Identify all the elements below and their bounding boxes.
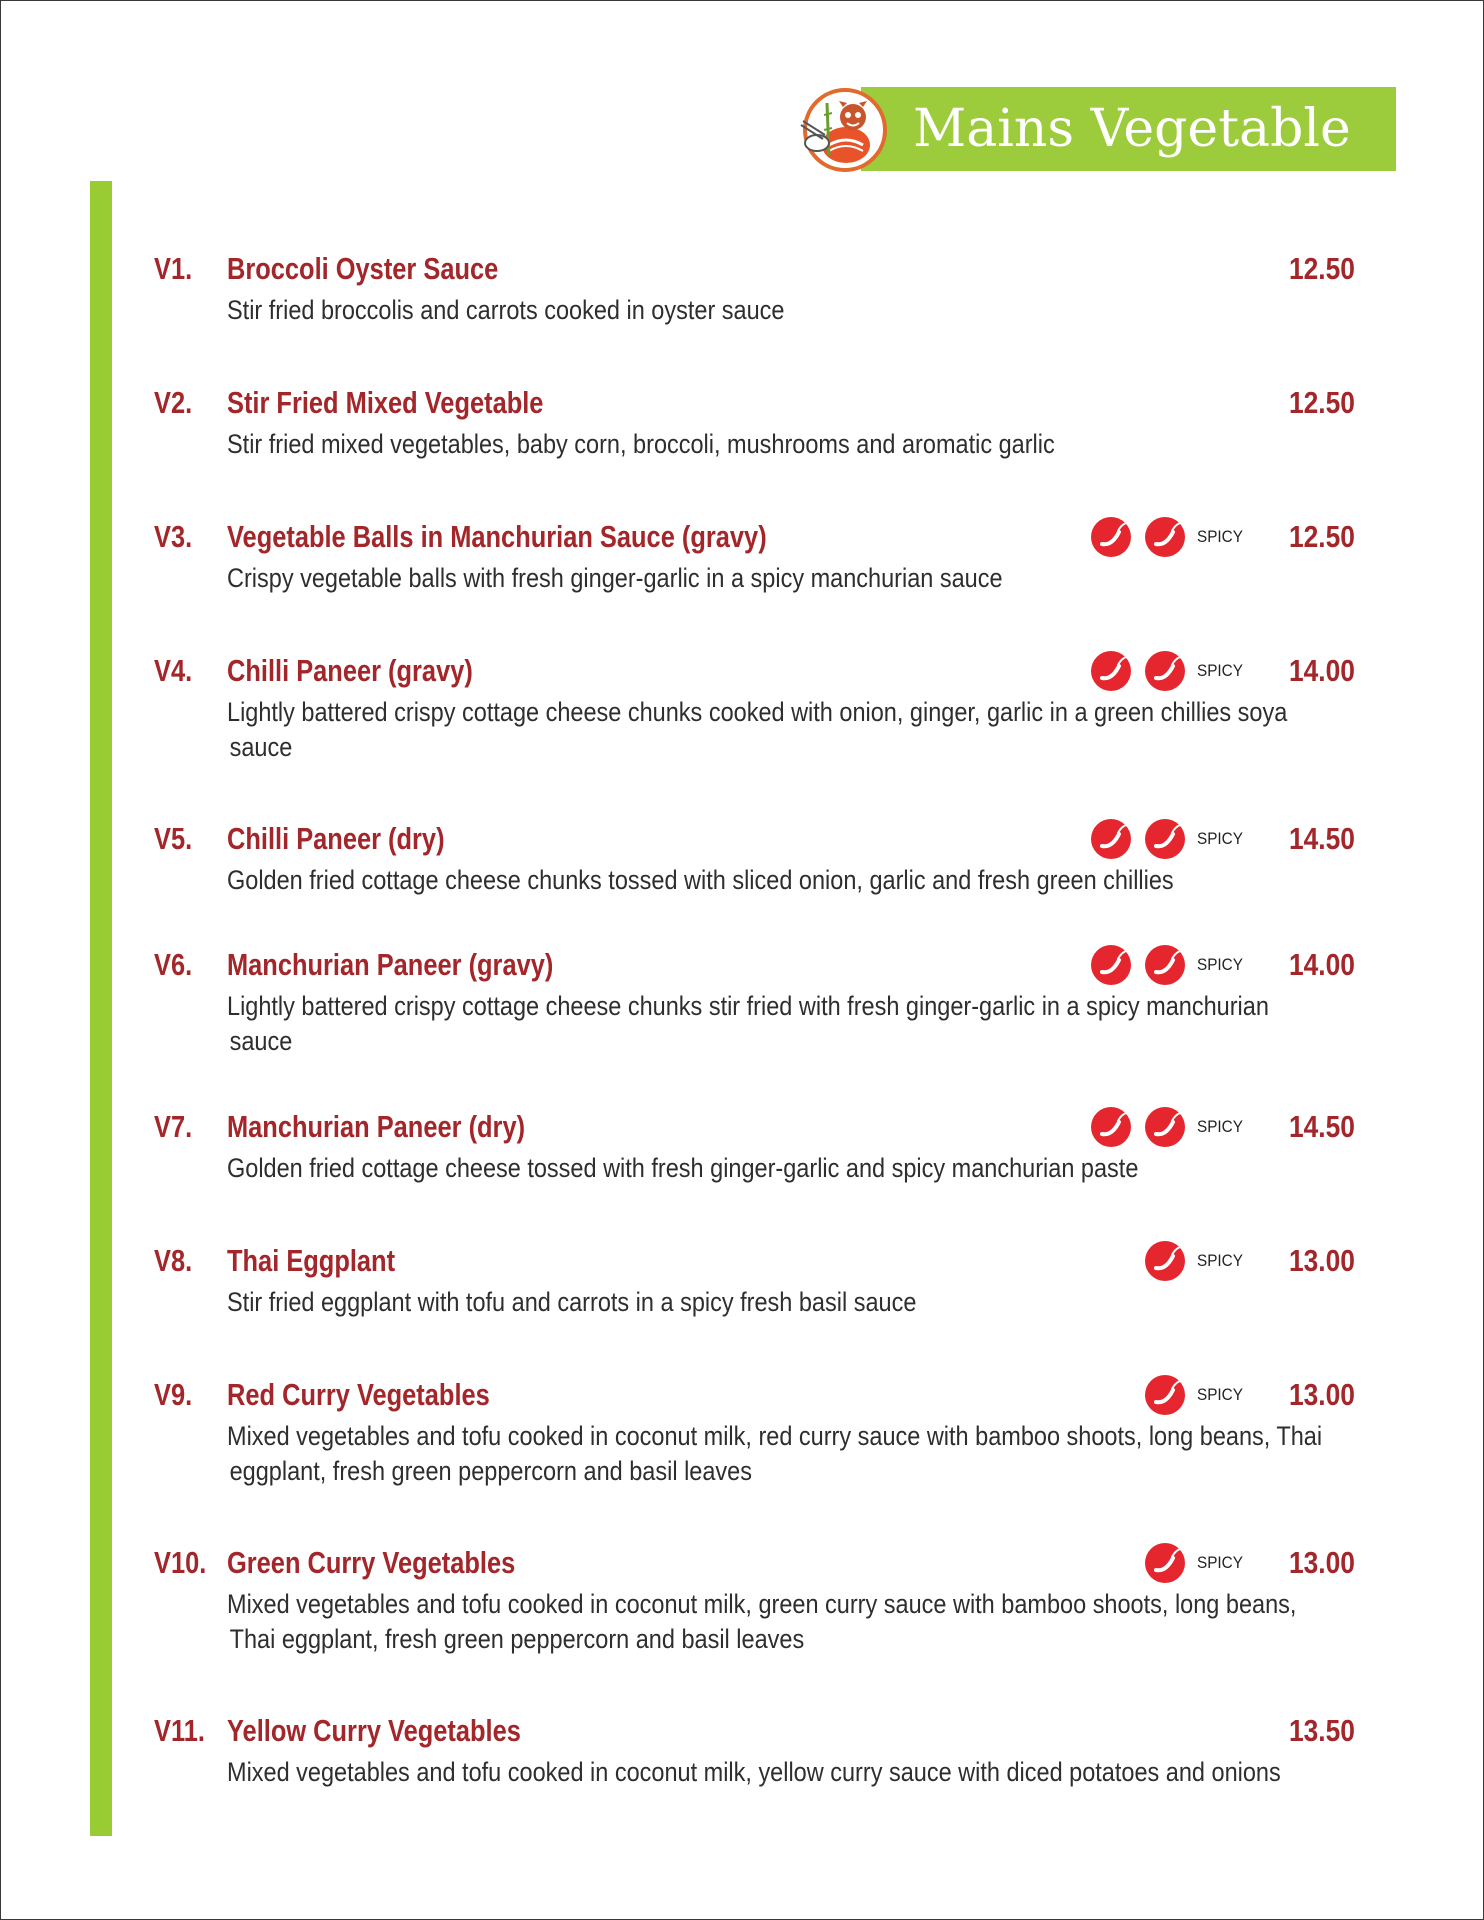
spicy-indicator [1091,651,1248,691]
description-line: Lightly battered crispy cottage cheese chunks cooked with onion, ginger, garlic in a green chillies soya [227,697,1288,727]
description-line: Lightly battered crispy cottage cheese chunks stir fried with fresh ginger-garlic in a spicy manchurian [227,991,1269,1021]
item-name: Chilli Paneer (dry) [227,821,445,856]
item-code: V7. [154,1109,193,1144]
description-line: sauce [229,732,293,762]
spicy-label: SPICY [1197,527,1243,546]
item-code: V6. [154,947,193,982]
item-price: 14.50 [1289,821,1355,856]
item-description [227,695,1288,765]
item-name: Stir Fried Mixed Vegetable [227,385,544,420]
item-name: Thai Eggplant [227,1243,396,1278]
chili-pepper-icon [1091,1107,1131,1147]
item-description [227,989,1271,1059]
item-name: Chilli Paneer (gravy) [227,653,473,688]
item-description [227,1285,1271,1320]
chili-pepper-icon [1091,517,1131,557]
item-description [227,1587,1297,1657]
spicy-indicator [1091,945,1248,985]
spicy-label: SPICY [1197,661,1243,680]
description-line: Crispy vegetable balls with fresh ginger-garlic in a spicy manchurian sauce [227,563,1003,593]
item-code: V4. [154,653,193,688]
item-code: V11. [154,1713,205,1748]
item-description [227,863,1271,898]
item-price: 13.00 [1289,1243,1355,1278]
description-line: Mixed vegetables and tofu cooked in coconut milk, red curry sauce with bamboo shoots, long beans, Thai [227,1421,1323,1451]
item-description [227,561,1271,596]
item-description [227,1419,1323,1489]
item-code: V3. [154,519,193,554]
chili-pepper-icon [1145,1107,1185,1147]
item-price: 12.50 [1289,519,1355,554]
description-line: Stir fried broccolis and carrots cooked in oyster sauce [227,295,785,325]
item-price: 14.00 [1289,653,1355,688]
chili-pepper-icon [1145,1375,1185,1415]
item-price: 13.00 [1289,1545,1355,1580]
side-accent-bar [90,181,112,1836]
item-code: V9. [154,1377,193,1412]
item-name: Yellow Curry Vegetables [227,1713,521,1748]
spicy-indicator [1145,1543,1248,1583]
description-line: Stir fried mixed vegetables, baby corn, broccoli, mushrooms and aromatic garlic [227,429,1055,459]
spicy-indicator [1145,1375,1248,1415]
chili-pepper-icon [1145,1543,1185,1583]
item-name: Green Curry Vegetables [227,1545,516,1580]
description-line: Mixed vegetables and tofu cooked in coconut milk, green curry sauce with bamboo shoots, long beans, [227,1589,1297,1619]
description-line: Stir fried eggplant with tofu and carrots in a spicy fresh basil sauce [227,1287,917,1317]
item-code: V1. [154,251,193,286]
spicy-indicator [1091,1107,1248,1147]
item-price: 13.00 [1289,1377,1355,1412]
item-price: 12.50 [1289,251,1355,286]
item-description [227,1755,1281,1790]
chili-pepper-icon [1145,517,1185,557]
spicy-label: SPICY [1197,1385,1243,1404]
item-price: 14.50 [1289,1109,1355,1144]
item-code: V5. [154,821,193,856]
item-price: 14.00 [1289,947,1355,982]
spicy-indicator [1145,1241,1248,1281]
item-code: V2. [154,385,193,420]
item-name: Vegetable Balls in Manchurian Sauce (gravy) [227,519,767,554]
chili-pepper-icon [1091,819,1131,859]
description-line: sauce [229,1026,293,1056]
description-line: Thai eggplant, fresh green peppercorn and basil leaves [229,1624,805,1654]
panda-logo-icon [791,85,891,175]
spicy-label: SPICY [1197,1117,1243,1136]
item-description [227,293,1271,328]
item-code: V10. [154,1545,207,1580]
item-name: Manchurian Paneer (dry) [227,1109,526,1144]
description-line: Golden fried cottage cheese tossed with fresh ginger-garlic and spicy manchurian paste [227,1153,1139,1183]
chili-pepper-icon [1145,651,1185,691]
spicy-indicator [1091,819,1248,859]
chili-pepper-icon [1145,819,1185,859]
item-description [227,1151,1271,1186]
chili-pepper-icon [1091,945,1131,985]
chili-pepper-icon [1145,1241,1185,1281]
chili-pepper-icon [1145,945,1185,985]
description-line: eggplant, fresh green peppercorn and basil leaves [229,1456,752,1486]
spicy-label: SPICY [1197,1251,1243,1270]
item-price: 12.50 [1289,385,1355,420]
item-description [227,427,1271,462]
item-name: Broccoli Oyster Sauce [227,251,499,286]
item-price: 13.50 [1289,1713,1355,1748]
spicy-label: SPICY [1197,955,1243,974]
spicy-indicator [1091,517,1248,557]
description-line: Golden fried cottage cheese chunks tossed with sliced onion, garlic and fresh green chillies [227,865,1174,895]
item-code: V8. [154,1243,193,1278]
spicy-label: SPICY [1197,1553,1243,1572]
chili-pepper-icon [1091,651,1131,691]
page-title: Mains Vegetable [913,99,1351,159]
item-name: Red Curry Vegetables [227,1377,490,1412]
item-name: Manchurian Paneer (gravy) [227,947,554,982]
spicy-label: SPICY [1197,829,1243,848]
description-line: Mixed vegetables and tofu cooked in coconut milk, yellow curry sauce with diced potatoes and onions [227,1757,1281,1787]
